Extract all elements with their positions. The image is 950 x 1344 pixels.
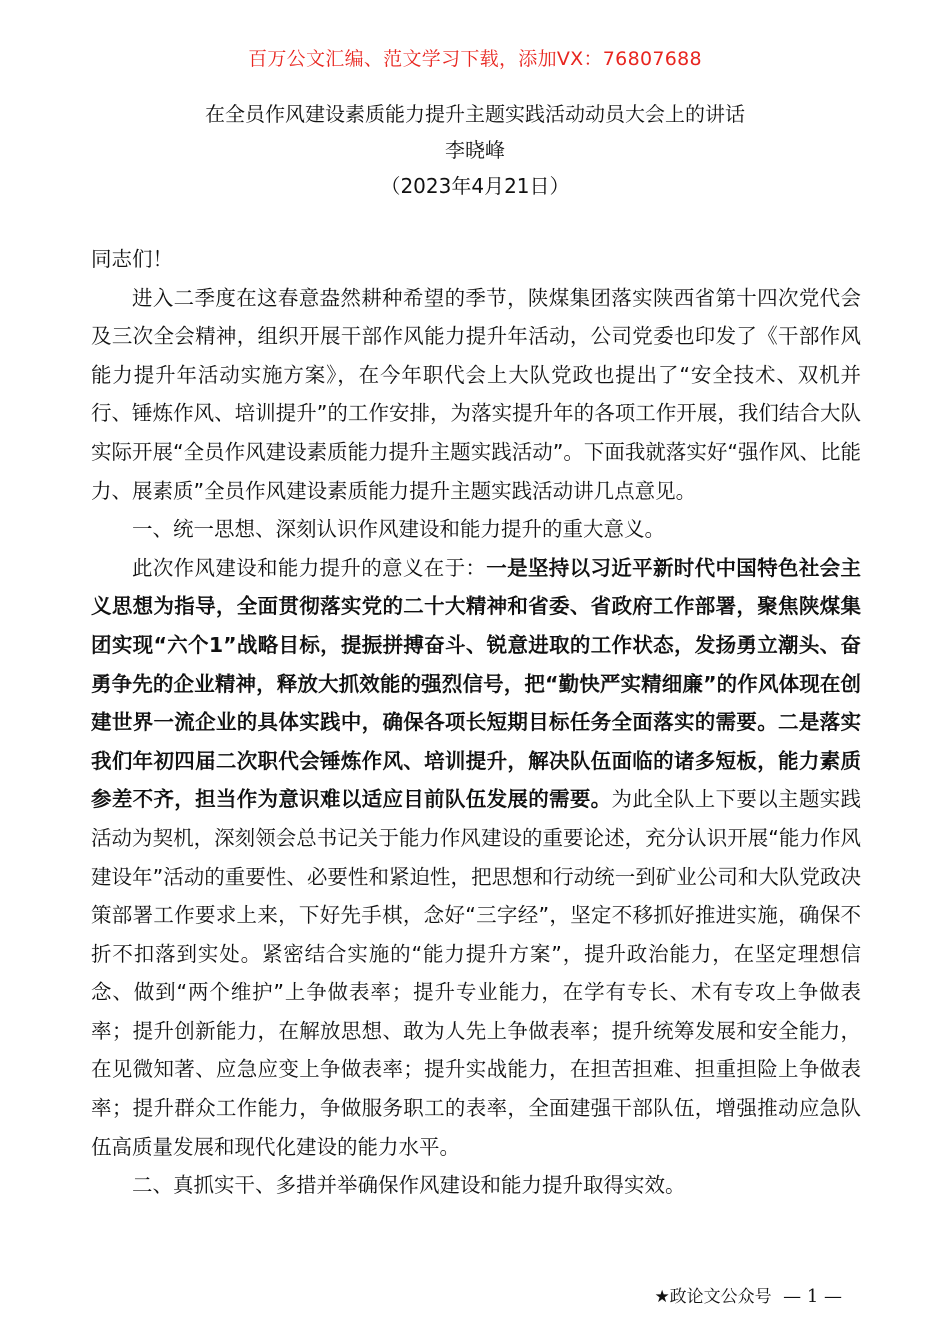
paragraph-intro: 进入二季度在这春意盎然耕种希望的季节，陕煤集团落实陕西省第十四次党代会及三次全会精神，组织开展干部作风能力提升年活动，公司党委也印发了《干部作风能力提升年活动实施方案》，在今年职代会上大队党政也提出了“安全技术、双机并行、锤炼作风、培训提升”的工作安排，为落实提升年的各项工作开展，我们结合大队实际开展“全员作风建设素质能力提升主题实践活动”。下面我就落实好“强作风、比能力、展素质”全员作风建设素质能力提升主题实践活动讲几点意见。 (91, 285, 861, 503)
section-heading-2: 二、真抓实干、多措并举确保作风建设和能力提升取得实效。 (132, 1173, 686, 1198)
footer-source: ★政论文公众号 (654, 1287, 772, 1307)
salutation: 同志们！ (91, 247, 173, 271)
speaker-name: 李晓峰 (445, 138, 505, 162)
section-heading-1: 一、统一思想、深刻认识作风建设和能力提升的重大意义。 (132, 517, 665, 542)
title-block (0, 96, 950, 204)
document-body (91, 240, 861, 1205)
paragraph-significance-bold: 一是坚持以习近平新时代中国特色社会主义思想为指导，全面贯彻落实党的二十大精神和省委、省政府工作部署，聚焦陕煤集团实现“六个1”战略目标，提振拼搏奋斗、锐意进取的工作状态，发扬勇立潮头、奋勇争先的企业精神，释放大抓效能的强烈信号，把“勤快严实精细廉”的作风体现在创建世界一流企业的具体实践中，确保各项长短期目标任务全面落实的需要。二是落实我们年初四届二次职代会锤炼作风、培训提升，解决队伍面临的诸多短板，能力素质参差不齐，担当作为意识难以适应目前队伍发展的需要。 (91, 555, 861, 812)
speech-date: （2023年4月21日） (380, 174, 570, 198)
document-title: 在全员作风建设素质能力提升主题实践活动动员大会上的讲话 (205, 102, 745, 126)
page-number: — 1 — (783, 1286, 842, 1307)
paragraph-significance (91, 549, 861, 1167)
paragraph-significance-rest: 为此全队上下要以主题实践活动为契机，深刻领会总书记关于能力作风建设的重要论述，充分认识开展“能力作风建设年”活动的重要性、必要性和紧迫性，把思想和行动统一到矿业公司和大队党政决策部署工作要求上来，下好先手棋，念好“三字经”，坚定不移抓好推进实施，确保不折不扣落到实处。紧密结合实施的“能力提升方案”，提升政治能力，在坚定理想信念、做到“两个维护”上争做表率；提升专业能力，在学有专长、术有专攻上争做表率；提升创新能力，在解放思想、敢为人先上争做表率；提升统筹发展和安全能力，在见微知著、应急应变上争做表率；提升实战能力，在担苦担难、担重担险上争做表率；提升群众工作能力，争做服务职工的表率，全面建强干部队伍，增强推动应急队伍高质量发展和现代化建设的能力水平。 (91, 787, 862, 1159)
paragraph-significance-lead: 此次作风建设和能力提升的意义在于： (132, 555, 487, 580)
watermark-banner: 百万公文汇编、范文学习下载，添加VX：76807688 (248, 48, 702, 70)
page-footer (654, 1282, 842, 1312)
